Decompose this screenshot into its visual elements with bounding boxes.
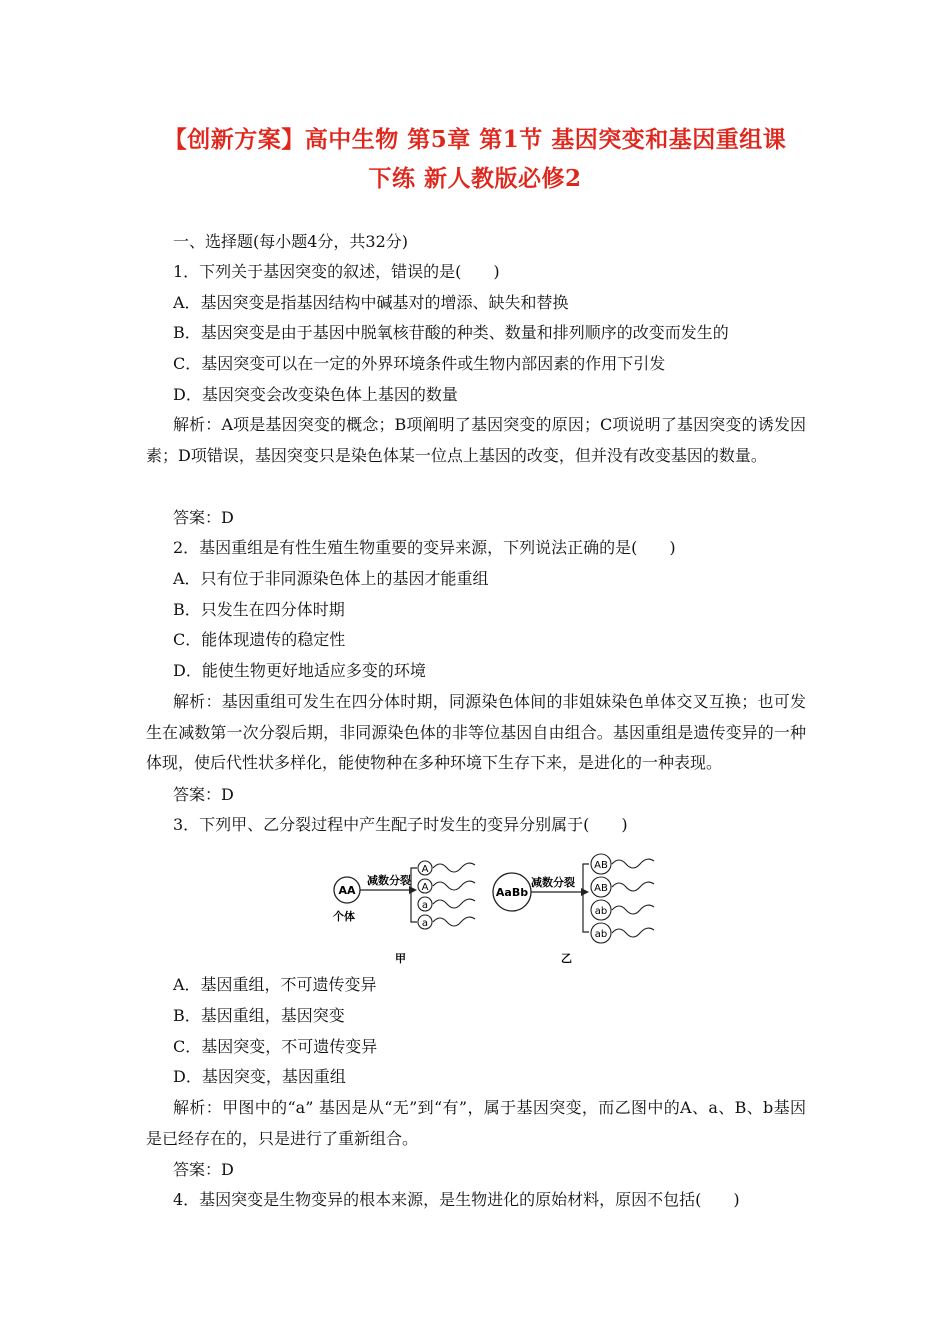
- q1-option-a: A．基因突变是指基因结构中碱基对的增添、缺失和替换: [173, 293, 569, 312]
- q2-analysis: 解析：基因重组可发生在四分体时期，同源染色体间的非姐妹染色单体交叉互换；也可发生在减数第一次分裂后期，非同源染色体的非等位基因自由组合。基因重组是遗传变异的一种体现，使后代性状多样化，能使物种在多种环境下生存下来，是进化的一种表现。: [146, 692, 806, 772]
- q3-option-d: D．基因突变，基因重组: [173, 1067, 346, 1086]
- figure-jia: [333, 861, 475, 965]
- q3-option-c: C．基因突变，不可遗传变异: [173, 1037, 378, 1056]
- q1-option-d: D．基因突变会改变染色体上基因的数量: [173, 385, 458, 404]
- svg-text:A: A: [421, 882, 429, 893]
- gamete-jia-3: [418, 897, 475, 911]
- parent-genotype-yi: AaBb: [495, 886, 529, 899]
- q1-stem: 1．下列关于基因突变的叙述，错误的是( ): [173, 262, 500, 281]
- q2-answer: 答案：D: [173, 785, 234, 804]
- svg-text:AB: AB: [594, 860, 608, 871]
- arrow-label-jia: 减数分裂: [367, 874, 411, 887]
- q4-stem: 4．基因突变是生物变异的根本来源，是生物进化的原始材料，原因不包括( ): [173, 1190, 740, 1209]
- q3-answer: 答案：D: [173, 1160, 234, 1179]
- q2-stem: 2．基因重组是有性生殖生物重要的变异来源，下列说法正确的是( ): [173, 538, 676, 557]
- q3-analysis: 解析：甲图中的“a” 基因是从“无”到“有”，属于基因突变，而乙图中的A、a、B、b基因是已经存在的，只是进行了重新组合。: [146, 1098, 806, 1148]
- svg-text:ab: ab: [594, 906, 608, 917]
- q1-option-c: C．基因突变可以在一定的外界环境条件或生物内部因素的作用下引发: [173, 354, 666, 373]
- gamete-yi-2: [591, 877, 654, 897]
- q1-analysis: 解析：A项是基因突变的概念；B项阐明了基因突变的原因；C项说明了基因突变的诱发因素；D项错误，基因突变只是染色体某一位点上基因的改变，但并没有改变基因的数量。: [146, 415, 806, 465]
- q1-answer: 答案：D: [173, 508, 234, 527]
- parent-genotype-jia: AA: [338, 884, 356, 897]
- doc-title-line2: 下练 新人教版必修2: [368, 165, 582, 192]
- q2-option-b: B．只发生在四分体时期: [173, 600, 345, 619]
- gamete-yi-1: [591, 854, 654, 874]
- individual-caption: 个体: [333, 910, 355, 923]
- gamete-jia-1: [418, 861, 475, 875]
- q2-option-c: C．能体现遗传的稳定性: [173, 630, 346, 649]
- q3-option-b: B．基因重组，基因突变: [173, 1006, 345, 1025]
- q3-stem: 3．下列甲、乙分裂过程中产生配子时发生的变异分别属于( ): [173, 815, 628, 834]
- q2-option-d: D．能使生物更好地适应多变的环境: [173, 661, 426, 680]
- q1-option-b: B．基因突变是由于基因中脱氧核苷酸的种类、数量和排列顺序的改变而发生的: [173, 323, 729, 342]
- label-yi: 乙: [561, 952, 572, 965]
- label-jia: 甲: [395, 952, 406, 965]
- svg-text:ab: ab: [594, 929, 608, 940]
- meiosis-figure: [325, 850, 665, 970]
- figure-yi: [493, 854, 654, 965]
- q2-option-a: A．只有位于非同源染色体上的基因才能重组: [173, 569, 489, 588]
- arrow-label-yi: 减数分裂: [531, 876, 575, 889]
- q3-option-a: A．基因重组，不可遗传变异: [173, 975, 377, 994]
- gamete-yi-4: [591, 923, 654, 943]
- gamete-jia-4: [418, 915, 475, 929]
- svg-text:a: a: [421, 918, 429, 929]
- svg-text:a: a: [421, 900, 429, 911]
- doc-title-line1: 【创新方案】高中生物 第5章 第1节 基因突变和基因重组课: [163, 126, 787, 153]
- gamete-jia-2: [418, 879, 475, 893]
- svg-text:AB: AB: [594, 883, 608, 894]
- gamete-yi-3: [591, 900, 654, 920]
- section-heading: 一、选择题(每小题4分，共32分): [173, 232, 409, 251]
- svg-text:A: A: [421, 864, 429, 875]
